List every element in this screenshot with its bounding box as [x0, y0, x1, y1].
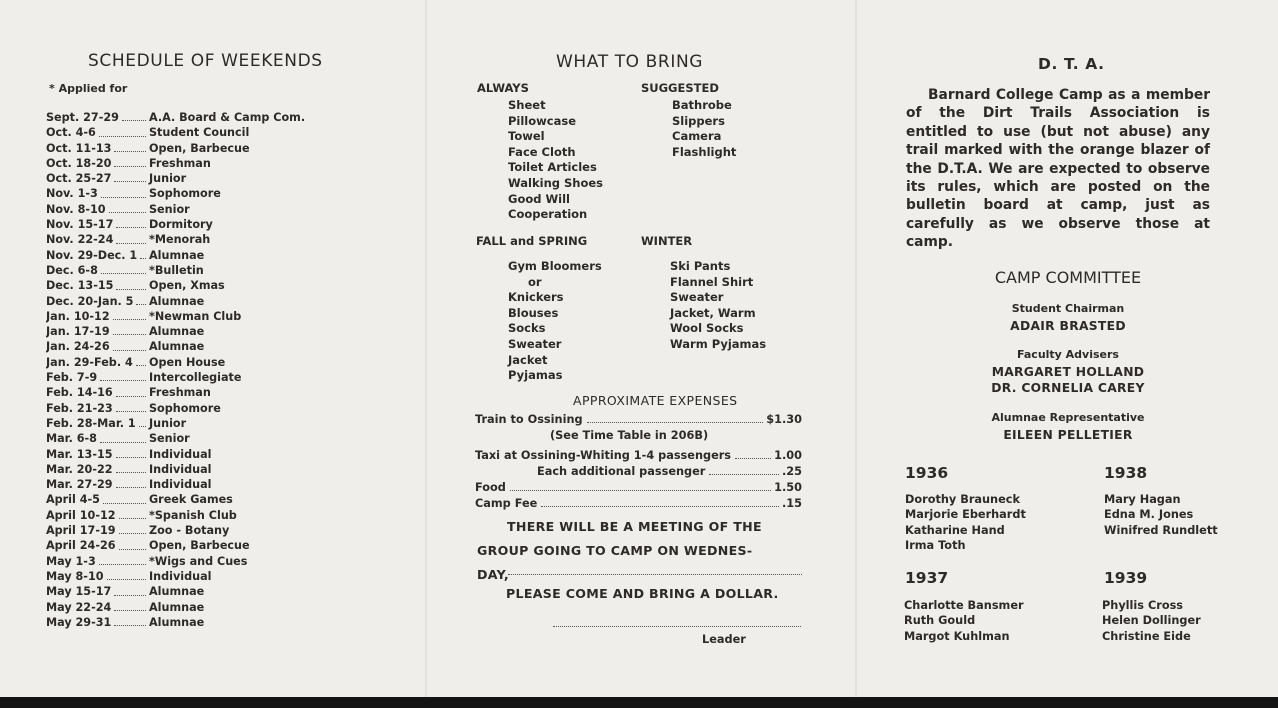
leader-dots: [100, 431, 146, 442]
schedule-date-cell: [46, 355, 149, 370]
leader-dots: [116, 217, 146, 228]
schedule-dates: Nov. 8-10: [46, 202, 106, 216]
fall-spring-item: Socks: [508, 321, 546, 336]
schedule-date-cell: [46, 278, 149, 293]
schedule-date-cell: [46, 141, 149, 156]
schedule-row: [46, 186, 386, 201]
schedule-date-cell: [46, 477, 149, 492]
schedule-date-cell: [46, 294, 149, 309]
schedule-date-cell: [46, 600, 149, 615]
schedule-event: Sophomore: [149, 187, 221, 201]
bring-dollar-note: PLEASE COME AND BRING A DOLLAR.: [506, 586, 779, 601]
schedule-row: [46, 370, 386, 385]
schedule-event: Individual: [149, 447, 212, 461]
schedule-row: [46, 339, 386, 354]
schedule-date-cell: [46, 431, 149, 446]
schedule-date-cell: [46, 508, 149, 523]
schedule-date-cell: [46, 416, 149, 431]
leader-dots: [116, 477, 146, 488]
expense-fee: [475, 497, 802, 510]
schedule-row: [46, 416, 386, 431]
winter-item: Jacket, Warm: [670, 305, 756, 320]
schedule-dates: Dec. 13-15: [46, 279, 114, 293]
schedule-row: [46, 431, 386, 446]
schedule-row: [46, 492, 386, 507]
leader-dots: [116, 232, 146, 243]
suggested-item: Flashlight: [672, 144, 737, 159]
schedule-event: Alumnae: [149, 600, 205, 614]
winter-item: Flannel Shirt: [670, 274, 754, 289]
faculty-advisers-label: Faculty Advisers: [1017, 348, 1119, 361]
schedule-date-cell: [46, 156, 149, 171]
schedule-event: Alumnae: [149, 585, 205, 599]
leader-dots: [113, 309, 146, 320]
schedule-dates: Sept. 27-29: [46, 111, 119, 124]
winter-heading: WINTER: [641, 234, 693, 248]
schedule-dates: Jan. 24-26: [46, 340, 110, 354]
schedule-event: Intercollegiate: [149, 371, 242, 385]
schedule-dates: Mar. 13-15: [46, 447, 113, 461]
expense-train-label: Train to Ossining: [475, 413, 583, 426]
expense-additional-amount: .25: [781, 465, 802, 478]
winter-list: [670, 259, 766, 353]
schedule-row: [46, 554, 386, 569]
schedule-event: Alumnae: [149, 340, 205, 354]
meeting-notice: [477, 515, 802, 587]
names-1939: [1102, 598, 1201, 644]
member-name: Dorothy Brauneck: [905, 493, 1020, 506]
schedule-row: [46, 309, 386, 324]
fall-spring-item: Blouses: [508, 305, 559, 320]
member-name: Christine Eide: [1102, 629, 1191, 643]
leader-dots: [140, 248, 146, 259]
schedule-event: Freshman: [149, 156, 211, 170]
member-name: Margot Kuhlman: [904, 629, 1010, 643]
leader-dots: [114, 584, 146, 595]
fold-line-left: [425, 0, 427, 697]
schedule-dates: Dec. 20-Jan. 5: [46, 294, 134, 308]
schedule-row: [46, 217, 386, 232]
leader-dots: [114, 600, 146, 611]
winter-item: Sweater: [670, 290, 724, 305]
schedule-date-cell: [46, 202, 149, 217]
names-1937: [904, 598, 1024, 644]
fall-spring-item: Pyjamas: [508, 368, 563, 383]
winter-item: Warm Pyjamas: [670, 336, 767, 351]
expense-taxi-label: Taxi at Ossining-Whiting 1-4 passengers: [475, 449, 732, 462]
year-1936: 1936: [905, 464, 949, 482]
expense-train: [475, 413, 802, 426]
schedule-event: Greek Games: [149, 493, 233, 507]
names-1936: [905, 492, 1026, 554]
member-name: Katharine Hand: [905, 523, 1005, 537]
schedule-row: [46, 355, 386, 370]
schedule-event: Freshman: [149, 386, 211, 400]
schedule-date-cell: [46, 569, 149, 584]
schedule-row: [46, 110, 386, 125]
fall-spring-item: Sweater: [508, 336, 562, 351]
schedule-date-cell: [46, 171, 149, 186]
schedule-dates: Feb. 14-16: [46, 386, 113, 400]
schedule-dates: Oct. 25-27: [46, 172, 112, 186]
leader-dots: [735, 458, 771, 459]
schedule-dates: May 8-10: [46, 569, 104, 583]
schedule-row: [46, 538, 386, 553]
schedule-dates: Feb. 28-Mar. 1: [46, 416, 136, 430]
schedule-event: Individual: [149, 478, 212, 492]
schedule-date-cell: [46, 309, 149, 324]
fall-spring-item: Knickers: [508, 290, 564, 305]
expense-taxi-amount: 1.00: [774, 449, 802, 462]
schedule-row: [46, 462, 386, 477]
year-1937: 1937: [905, 569, 949, 587]
schedule-date-cell: [46, 538, 149, 553]
schedule-event: Open, Barbecue: [149, 141, 250, 155]
fall-spring-heading: FALL and SPRING: [476, 234, 588, 248]
timetable-note: (See Time Table in 206B): [550, 429, 709, 442]
schedule-event: Alumnae: [149, 294, 205, 308]
schedule-date-cell: [46, 370, 149, 385]
schedule-event: Zoo - Botany: [149, 524, 230, 538]
winter-item: Ski Pants: [670, 259, 731, 273]
schedule-date-cell: [46, 324, 149, 339]
always-item: Toilet Articles: [508, 160, 597, 175]
schedule-dates: May 1-3: [46, 554, 96, 568]
leader-dots: [122, 110, 146, 121]
schedule-event: Senior: [149, 202, 190, 216]
schedule-dates: Mar. 20-22: [46, 462, 113, 476]
member-name: Irma Toth: [905, 539, 966, 553]
year-1938: 1938: [1104, 464, 1148, 482]
schedule-date-cell: [46, 401, 149, 416]
leader-dots: [107, 569, 146, 580]
schedule-date-cell: [46, 554, 149, 569]
meeting-day-blank: [508, 574, 802, 575]
fall-spring-list: [508, 259, 602, 384]
leader-dots: [139, 416, 146, 427]
schedule-event: A.A. Board & Camp Com.: [149, 111, 306, 124]
schedule-date-cell: [46, 110, 149, 125]
schedule-dates: April 10-12: [46, 508, 116, 522]
bring-title: WHAT TO BRING: [556, 52, 704, 72]
member-name: Phyllis Cross: [1102, 599, 1184, 612]
schedule-row: [46, 278, 386, 293]
schedule-dates: Jan. 29-Feb. 4: [46, 355, 133, 369]
meeting-line-2: GROUP GOING TO CAMP ON WEDNES-: [477, 543, 753, 558]
schedule-dates: Nov. 22-24: [46, 233, 114, 247]
student-chairman-label: Student Chairman: [1011, 302, 1125, 315]
schedule-dates: May 29-31: [46, 615, 112, 629]
expense-taxi: [475, 449, 802, 462]
expense-food-label: Food: [475, 481, 506, 494]
schedule-row: [46, 263, 386, 278]
leader-dots: [136, 294, 146, 305]
schedule-event: *Spanish Club: [149, 508, 237, 522]
leader-dots: [114, 156, 146, 167]
leader-dots: [113, 339, 146, 350]
schedule-row: [46, 508, 386, 523]
schedule-row: [46, 324, 386, 339]
schedule-date-cell: [46, 186, 149, 201]
schedule-date-cell: [46, 385, 149, 400]
schedule-row: [46, 141, 386, 156]
leader-dots: [100, 370, 146, 381]
schedule-date-cell: [46, 447, 149, 462]
leader-dots: [101, 263, 146, 274]
schedule-event: Dormitory: [149, 218, 213, 232]
schedule-row: [46, 401, 386, 416]
expenses-title: APPROXIMATE EXPENSES: [573, 393, 738, 408]
schedule-dates: April 17-19: [46, 524, 116, 538]
schedule-dates: May 15-17: [46, 585, 112, 599]
leader-dots: [119, 523, 146, 534]
leader-dots: [541, 506, 779, 507]
schedule-row: [46, 248, 386, 263]
schedule-date-cell: [46, 217, 149, 232]
schedule-row: [46, 125, 386, 140]
schedule-event: Student Council: [149, 126, 250, 140]
schedule-event: *Newman Club: [149, 309, 242, 323]
member-name: Winifred Rundlett: [1104, 523, 1218, 537]
always-item: Walking Shoes: [508, 175, 604, 190]
leader-dots: [99, 554, 146, 565]
suggested-list: [672, 98, 736, 160]
expense-additional: [537, 465, 802, 478]
schedule-dates: Dec. 6-8: [46, 263, 98, 277]
leader-dots: [116, 447, 146, 458]
dta-panel: [858, 0, 1278, 697]
schedule-event: Senior: [149, 432, 190, 446]
schedule-event: Alumnae: [149, 248, 205, 262]
faculty-adviser-1: MARGARET HOLLAND: [991, 365, 1145, 379]
schedule-row: [46, 600, 386, 615]
schedule-dates: Nov. 29-Dec. 1: [46, 248, 138, 262]
schedule-event: Individual: [149, 462, 212, 476]
leader-dots: [101, 186, 146, 197]
always-item: Sheet: [508, 98, 546, 112]
leader-dots: [103, 492, 146, 503]
schedule-event: Sophomore: [149, 401, 221, 415]
suggested-heading: SUGGESTED: [641, 81, 719, 95]
member-name: Edna M. Jones: [1104, 508, 1194, 522]
schedule-dates: Mar. 27-29: [46, 478, 113, 492]
always-item: Pillowcase: [508, 113, 577, 128]
expense-food: [475, 481, 802, 494]
leader-dots: [114, 615, 146, 626]
schedule-row: [46, 615, 386, 630]
member-name: Helen Dollinger: [1102, 614, 1201, 628]
leader-dots: [587, 422, 764, 423]
year-1939: 1939: [1104, 569, 1148, 587]
schedule-event: Junior: [149, 416, 187, 430]
leader-dots: [116, 401, 146, 412]
schedule-date-cell: [46, 339, 149, 354]
schedule-event: Open, Barbecue: [149, 539, 250, 553]
dta-paragraph: [906, 86, 1210, 252]
schedule-date-cell: [46, 462, 149, 477]
always-item: Face Cloth: [508, 144, 576, 159]
suggested-item: Camera: [672, 129, 722, 144]
student-chairman-name: ADAIR BRASTED: [1010, 319, 1126, 333]
schedule-date-cell: [46, 125, 149, 140]
leader-dots: [113, 324, 146, 335]
schedule-date-cell: [46, 523, 149, 538]
schedule-dates: Feb. 7-9: [46, 371, 98, 385]
applied-note: * Applied for: [49, 82, 128, 95]
schedule-row: [46, 477, 386, 492]
schedule-date-cell: [46, 615, 149, 630]
schedule-event: Alumnae: [149, 325, 205, 339]
committee-title: CAMP COMMITTEE: [994, 268, 1142, 287]
member-name: Marjorie Eberhardt: [905, 508, 1026, 522]
what-to-bring-panel: [428, 0, 856, 697]
leader-dots: [136, 355, 146, 366]
fall-spring-item: Jacket: [508, 352, 548, 367]
schedule-event: Individual: [149, 569, 212, 583]
schedule-dates: May 22-24: [46, 600, 112, 614]
schedule-row: [46, 232, 386, 247]
leader-dots: [109, 202, 146, 213]
schedule-event: Open, Xmas: [149, 279, 225, 293]
leader-dots: [116, 278, 146, 289]
schedule-event: Junior: [149, 172, 187, 186]
schedule-date-cell: [46, 232, 149, 247]
leader-signature-line: [553, 626, 801, 627]
schedule-dates: Mar. 6-8: [46, 432, 97, 446]
schedule-dates: Jan. 17-19: [46, 325, 110, 339]
leader-dots: [119, 508, 146, 519]
member-name: Mary Hagan: [1104, 493, 1181, 506]
leader-dots: [510, 490, 771, 491]
schedule-event: Alumnae: [149, 615, 205, 629]
schedule-title: SCHEDULE OF WEEKENDS: [88, 51, 323, 71]
schedule-dates: Oct. 4-6: [46, 126, 96, 140]
schedule-date-cell: [46, 248, 149, 263]
schedule-date-cell: [46, 492, 149, 507]
schedule-date-cell: [46, 263, 149, 278]
schedule-dates: Oct. 18-20: [46, 156, 112, 170]
schedule-list: [46, 110, 386, 630]
schedule-event: Open House: [149, 355, 226, 369]
schedule-panel: [0, 0, 425, 697]
faculty-adviser-2: DR. CORNELIA CAREY: [991, 381, 1145, 395]
schedule-row: [46, 447, 386, 462]
leader-dots: [116, 385, 146, 396]
winter-item: Wool Socks: [670, 321, 744, 336]
dta-text: Barnard College Camp as a member of the Dirt Trails Association is entitled to use (but not abuse) any trail marked with the orange blazer of the D.T.A. We are expected to observe its rules, which are posted on the bulletin board at camp, just as carefully as we observe those at camp.: [906, 87, 1210, 251]
leader-dots: [114, 171, 146, 182]
leader-dots: [99, 125, 146, 136]
schedule-row: [46, 202, 386, 217]
expense-train-amount: $1.30: [766, 413, 802, 426]
member-name: Charlotte Bansmer: [904, 599, 1024, 612]
suggested-item: Slippers: [672, 113, 725, 128]
expense-fee-label: Camp Fee: [475, 497, 538, 510]
meeting-line-1: THERE WILL BE A MEETING OF THE: [507, 519, 762, 534]
schedule-dates: Jan. 10-12: [46, 309, 110, 323]
schedule-row: [46, 523, 386, 538]
schedule-row: [46, 569, 386, 584]
schedule-row: [46, 584, 386, 599]
schedule-row: [46, 156, 386, 171]
schedule-dates: April 4-5: [46, 493, 100, 507]
schedule-dates: Oct. 11-13: [46, 141, 112, 155]
schedule-row: [46, 385, 386, 400]
schedule-row: [46, 171, 386, 186]
always-item: Cooperation: [508, 207, 588, 222]
schedule-dates: Nov. 1-3: [46, 187, 98, 201]
expense-fee-amount: .15: [781, 497, 802, 510]
meeting-line-3: DAY,: [477, 567, 510, 582]
leader-label: Leader: [702, 633, 746, 646]
leader-dots: [119, 538, 146, 549]
schedule-dates: Nov. 15-17: [46, 218, 114, 232]
schedule-dates: Feb. 21-23: [46, 401, 113, 415]
schedule-row: [46, 294, 386, 309]
leader-dots: [114, 141, 146, 152]
fall-spring-item: or: [528, 274, 542, 289]
member-name: Ruth Gould: [904, 614, 976, 628]
expense-additional-label: Each additional passenger: [537, 465, 706, 478]
always-list: [508, 98, 603, 223]
alumnae-rep-name: EILEEN PELLETIER: [1003, 428, 1133, 442]
alumnae-rep-label: Alumnae Representative: [991, 411, 1145, 424]
names-1938: [1104, 492, 1218, 538]
schedule-date-cell: [46, 584, 149, 599]
leader-dots: [709, 474, 779, 475]
schedule-event: *Bulletin: [149, 263, 204, 277]
schedule-dates: April 24-26: [46, 539, 116, 553]
fall-spring-item: Gym Bloomers: [508, 259, 602, 273]
schedule-event: *Menorah: [149, 233, 211, 247]
suggested-item: Bathrobe: [672, 98, 732, 112]
leader-dots: [116, 462, 146, 473]
always-heading: ALWAYS: [477, 81, 529, 95]
expense-food-amount: 1.50: [774, 481, 802, 494]
always-item: Good Will: [508, 191, 570, 206]
schedule-event: *Wigs and Cues: [149, 554, 248, 568]
always-item: Towel: [508, 129, 545, 144]
dta-title: D. T. A.: [1038, 55, 1105, 73]
